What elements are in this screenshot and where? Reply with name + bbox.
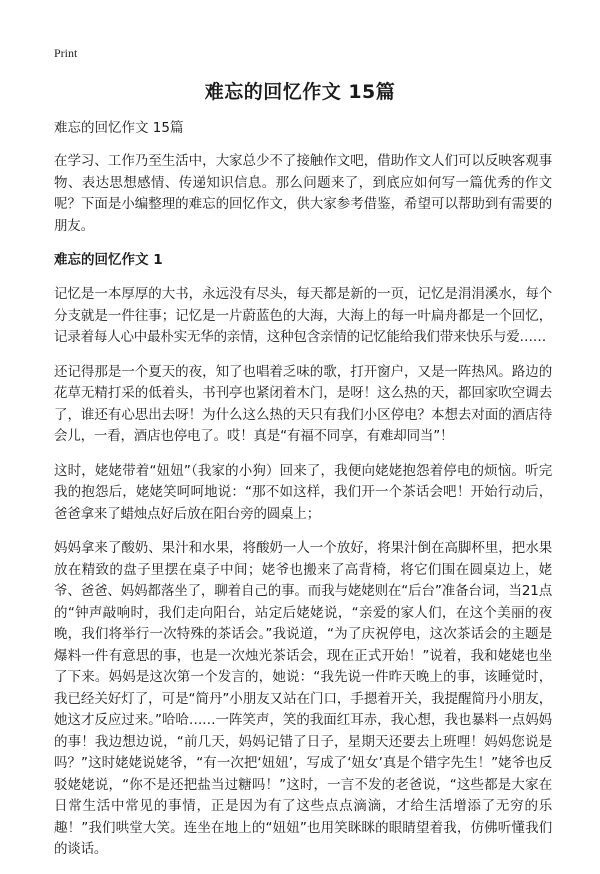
document-subtitle: 难忘的回忆作文 15篇 [54, 120, 184, 136]
intro-paragraph: 在学习、工作乃至生活中，大家总少不了接触作文吧，借助作文人们可以反映客观事物、表达思想感情、传递知识信息。那么问题来了，到底应如何写一篇优秀的作文呢？下面是小编整理的难忘的回忆作文，供大家参考借鉴，希望可以帮助到有需要的朋友。 [54, 153, 552, 234]
print-link[interactable]: Print [54, 46, 78, 60]
document-body [54, 118, 552, 874]
section-heading: 难忘的回忆作文 1 [54, 252, 163, 268]
body-paragraph-1: 记忆是一本厚厚的大书，永远没有尽头，每天都是新的一页，记忆是涓涓溪水，每个分支就是一件往事；记忆是一片蔚蓝色的大海，大海上的每一叶扁舟都是一个回忆，记录着每人心中最朴实无华的亲情，这种包含亲情的记忆能给我们带来快乐与爱…… [54, 286, 552, 345]
body-paragraph-2: 还记得那是一个夏天的夜，知了也唱着乏味的歌，打开窗户，又是一阵热风。路边的花草无精打采的低着头，书刊亭也紧闭着木门，是呀！这么热的天，都回家吹空调去了，谁还有心思出去呀！为什么这么热的天只有我们小区停电？本想去对面的酒店待会儿，一看，酒店也停电了。哎！真是“有福不同享，有难却同当”！ [54, 363, 552, 444]
body-paragraph-4: 妈妈拿来了酸奶、果汁和水果，将酸奶一人一个放好，将果汁倒在高脚杯里，把水果放在精致的盘子里摆在桌子中间；姥爷也搬来了高背椅，将它们围在圆桌边上，姥爷、爸爸、妈妈都落坐了，聊着自己的事。而我与姥姥则在“后台”准备台词，当21点的“钟声敲响时，我们走向阳台，站定后姥姥说，“亲爱的家人们，在这个美丽的夜晚，我们将举行一次特殊的茶话会。”我说道，“为了庆祝停电，这次茶话会的主题是爆料一件有意思的事，也是一次烛光茶话会，现在正式开始！”说着，我和姥姥也坐了下来。妈妈是这次第一个发言的，她说：“我先说一件昨天晚上的事，该睡觉时，我已经关好灯了，可是“简丹”小朋友又站在门口，手摁着开关，我提醒简丹小朋友，她这才反应过来。”哈哈……一阵笑声，笑的我面红耳赤，我心想，我也暴料一点妈妈的事！我边想边说，“前几天，妈妈记错了日子，星期天还要去上班哩！妈妈您说是吗？”这时姥姥说姥爷，“有一次把‘妞妞’，写成了‘妞女’真是个错字先生！”姥爷也反驳姥姥说，“你不是还把盐当过糖吗！”这时，一言不发的老爸说，“这些都是大家在日常生活中常见的事情，正是因为有了这些点点滴滴，才给生活增添了无穷的乐趣！”我们哄堂大笑。连坐在地上的“妞妞”也用笑眯眯的眼睛望着我，仿佛听懂我们的谈话。 [54, 540, 552, 857]
body-paragraph-3: 这时，姥姥带着“妞妞”（我家的小狗）回来了，我便向姥姥抱怨着停电的烦恼。听完我的抱怨后，姥姥笑呵呵地说：“那不如这样，我们开一个茶话会吧！开始行动后，爸爸拿来了蜡烛点好后放在阳台旁的圆桌上； [54, 462, 552, 522]
page-title: 难忘的回忆作文 15篇 [204, 81, 396, 103]
